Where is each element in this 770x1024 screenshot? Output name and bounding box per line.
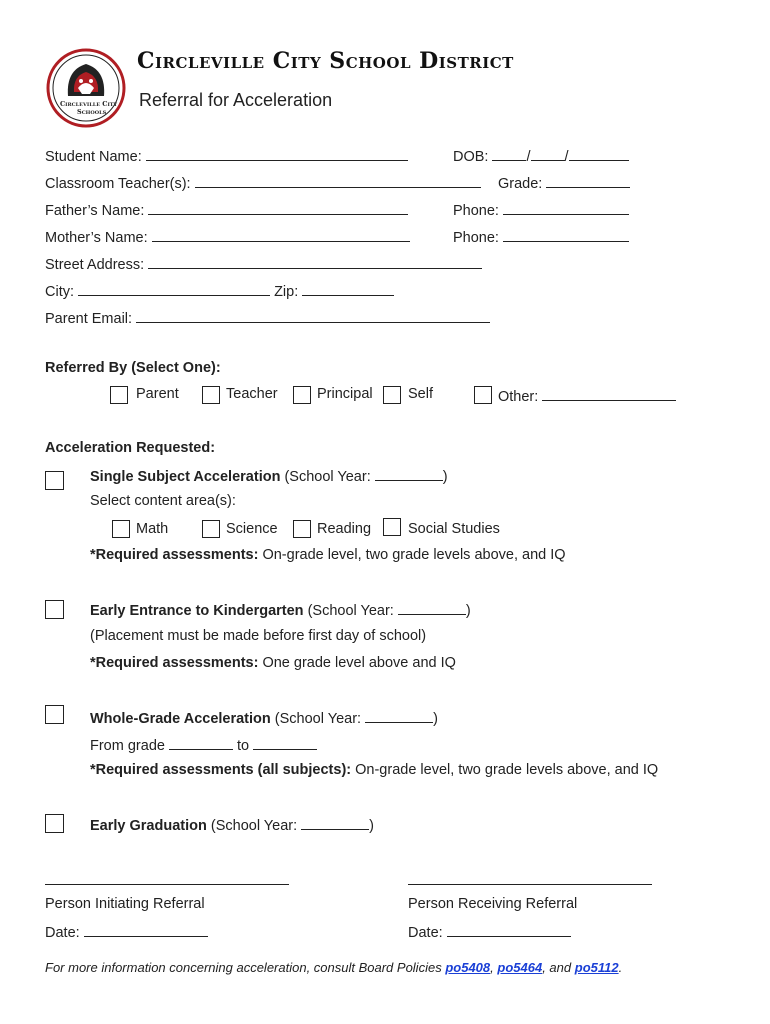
policy-link-po5112[interactable]: po5112 (574, 960, 619, 975)
policy-link-po5464[interactable]: po5464 (497, 960, 543, 975)
referred-parent-label: Parent (136, 386, 179, 402)
mother-name-field[interactable] (152, 227, 410, 242)
referred-other-label: Other: (498, 389, 539, 405)
district-logo (46, 48, 126, 128)
street-address-label: Street Address: (45, 257, 145, 273)
single-subject-year-label: (School Year: (284, 469, 371, 485)
early-graduation-year-label: (School Year: (210, 818, 298, 834)
whole-grade-year-field[interactable] (365, 708, 433, 723)
early-kindergarten-checkbox[interactable] (45, 600, 64, 619)
placement-note: (Placement must be made before first day of school) (90, 628, 427, 644)
street-address-field[interactable] (148, 254, 482, 269)
subject-math-label: Math (136, 521, 169, 537)
parent-email-label: Parent Email: (45, 311, 133, 327)
student-name-field[interactable] (146, 146, 408, 161)
referred-teacher-label: Teacher (226, 386, 278, 402)
single-subject-req-text: On-grade level, two grade levels above, and IQ (262, 547, 566, 563)
subject-reading-checkbox[interactable] (293, 520, 311, 538)
referred-other-field[interactable] (542, 386, 676, 401)
city-label: City: (45, 284, 74, 300)
parent-email-field[interactable] (136, 308, 490, 323)
referred-parent-checkbox[interactable] (110, 386, 128, 404)
subject-science-checkbox[interactable] (202, 520, 220, 538)
receiving-signature-line[interactable] (408, 868, 652, 885)
mother-phone-field[interactable] (503, 227, 629, 242)
acceleration-heading: Acceleration Requested: (45, 440, 216, 456)
early-graduation-label: Early Graduation (90, 818, 207, 834)
close-paren: ) (369, 818, 375, 834)
whole-grade-year-label: (School Year: (274, 711, 362, 727)
single-subject-checkbox[interactable] (45, 471, 64, 490)
date2-label: Date: (408, 925, 443, 941)
from-grade-field[interactable] (169, 735, 233, 750)
referred-by-heading: Referred By (Select One): (45, 360, 221, 376)
subject-science-label: Science (226, 521, 278, 537)
subject-math-checkbox[interactable] (112, 520, 130, 538)
close-paren: ) (442, 469, 448, 485)
early-graduation-year-field[interactable] (301, 815, 369, 830)
classroom-teacher-field[interactable] (195, 173, 481, 188)
referred-self-label: Self (408, 386, 433, 402)
early-kindergarten-req-text: One grade level above and IQ (262, 655, 456, 671)
whole-grade-req-text: On-grade level, two grade levels above, and IQ (355, 762, 659, 778)
father-phone-field[interactable] (503, 200, 629, 215)
logo-text-top: Circleville City (60, 100, 118, 108)
referred-self-checkbox[interactable] (383, 386, 401, 404)
to-grade-label: to (237, 738, 250, 754)
footer-end: . (618, 960, 623, 975)
referred-principal-label: Principal (317, 386, 373, 402)
city-field[interactable] (78, 281, 270, 296)
referred-other-checkbox[interactable] (474, 386, 492, 404)
father-name-label: Father’s Name: (45, 203, 145, 219)
dob-month-field[interactable] (492, 146, 526, 161)
referred-teacher-checkbox[interactable] (202, 386, 220, 404)
person-initiating-label: Person Initiating Referral (45, 896, 205, 912)
logo-text-bottom: Schools (77, 108, 107, 116)
footer-text: For more information concerning acceleration, consult Board Policies (45, 960, 442, 975)
single-subject-label: Single Subject Acceleration (90, 469, 281, 485)
select-content-area-label: Select content area(s): (90, 493, 236, 509)
initiating-signature-line[interactable] (45, 868, 289, 885)
close-paren: ) (465, 603, 471, 619)
mother-phone-label: Phone: (453, 230, 499, 246)
policy-link-po5408[interactable]: po5408 (445, 960, 491, 975)
classroom-teacher-label: Classroom Teacher(s): (45, 176, 191, 192)
zip-field[interactable] (302, 281, 394, 296)
whole-grade-checkbox[interactable] (45, 705, 64, 724)
early-graduation-checkbox[interactable] (45, 814, 64, 833)
dob-day-field[interactable] (531, 146, 565, 161)
grade-label: Grade: (498, 176, 543, 192)
early-kindergarten-year-label: (School Year: (307, 603, 394, 619)
single-subject-req-label: *Required assessments: (90, 547, 259, 563)
early-kindergarten-year-field[interactable] (398, 600, 466, 615)
date1-field[interactable] (84, 922, 208, 937)
to-grade-field[interactable] (253, 735, 317, 750)
dob-label: DOB: (453, 149, 489, 165)
subject-reading-label: Reading (317, 521, 372, 537)
whole-grade-label: Whole-Grade Acceleration (90, 711, 271, 727)
mother-name-label: Mother’s Name: (45, 230, 148, 246)
father-name-field[interactable] (148, 200, 408, 215)
student-name-label: Student Name: (45, 149, 142, 165)
from-grade-label: From grade (90, 738, 165, 754)
date1-label: Date: (45, 925, 80, 941)
form-title: Referral for Acceleration (139, 90, 333, 110)
early-kindergarten-label: Early Entrance to Kindergarten (90, 603, 304, 619)
subject-social-studies-checkbox[interactable] (383, 518, 401, 536)
close-paren: ) (433, 711, 438, 727)
person-receiving-label: Person Receiving Referral (408, 896, 578, 912)
zip-label: Zip: (274, 284, 299, 300)
father-phone-label: Phone: (453, 203, 499, 219)
footer-sep2: , and (542, 960, 572, 975)
date2-field[interactable] (447, 922, 571, 937)
footer-sep1: , (490, 960, 494, 975)
footer-note (45, 960, 622, 975)
single-subject-year-field[interactable] (375, 466, 443, 481)
grade-field[interactable] (546, 173, 630, 188)
early-kindergarten-req-label: *Required assessments: (90, 655, 259, 671)
district-title: Circleville City School District (137, 48, 514, 74)
whole-grade-req-label: *Required assessments (all subjects): (90, 762, 352, 778)
subject-social-studies-label: Social Studies (408, 521, 500, 537)
referred-principal-checkbox[interactable] (293, 386, 311, 404)
dob-year-field[interactable] (569, 146, 629, 161)
